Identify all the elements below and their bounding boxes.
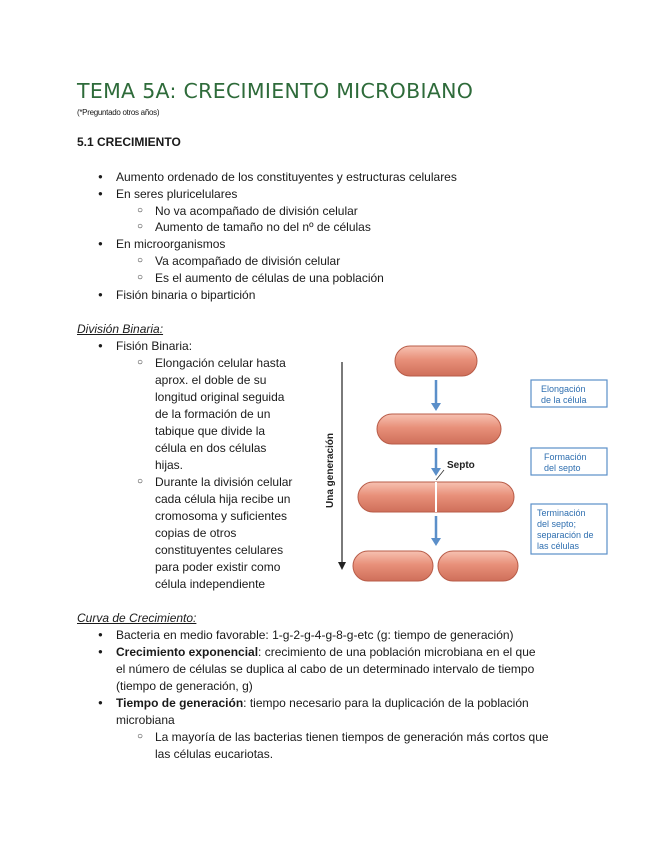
sub-bullet-item: ○ Aumento de tamaño no del nº de células [155, 220, 371, 234]
sub-bullet-line: aprox. el doble de su [155, 373, 267, 387]
bullet-item: ● Aumento ordenado de los constituyentes y estructuras celulares [116, 170, 457, 184]
label-text: del septo; [537, 519, 577, 529]
bacterium-cell [395, 346, 477, 376]
sub-bullet-line: longitud original seguida [155, 390, 285, 404]
sub-bullet-line: para poder existir como [155, 560, 281, 574]
label-text: Terminación [537, 508, 586, 518]
binary-fission-diagram [320, 340, 620, 590]
sub-bullet-item: ○ Es el aumento de células de una población [155, 271, 384, 285]
subtitle-note: (*Preguntado otros años) [77, 108, 160, 117]
sub-bullet-item: ○ Va acompañado de división celular [155, 254, 340, 268]
sub-bullet-item: ○ No va acompañado de división celular [155, 204, 358, 218]
sub-bullet-line: célula independiente [155, 577, 266, 591]
label-text: separación de [537, 530, 594, 540]
label-text: de la célula [541, 395, 587, 405]
generation-axis-arrow [338, 562, 346, 570]
section-heading-crecimiento: 5.1 CRECIMIENTO [77, 135, 181, 149]
sub-bullet-item: ○ La mayoría de las bacterias tienen tiempos de generación más cortos que [155, 730, 549, 744]
bullet-item: ● Fisión Binaria: [116, 339, 192, 353]
definition-text: : crecimiento de una población microbiana en el que [258, 645, 536, 659]
sub-bullet-line: célula en dos células [155, 441, 267, 455]
bullet-item: ● En microorganismos [116, 237, 225, 251]
sub-bullet-line: hijas. [155, 458, 184, 472]
daughter-cell [438, 551, 518, 581]
label-text: las células [537, 541, 580, 551]
bullet-item [116, 696, 529, 710]
bullet-item: ● En seres pluricelulares [116, 187, 237, 201]
sub-bullet-line: ○ Elongación celular hasta [155, 356, 286, 370]
subheading-division-binaria: División Binaria: [77, 322, 164, 336]
bullet-continuation: el número de células se duplica al cabo de un determinado intervalo de tiempo [116, 662, 535, 676]
sub-bullet-continuation: las células eucariotas. [155, 747, 274, 761]
label-text: del septo [544, 463, 581, 473]
sub-bullet-line: copias de otros [155, 526, 237, 540]
bold-term: Crecimiento exponencial [116, 645, 259, 659]
bullet-item: ● Fisión binaria o bipartición [116, 288, 255, 302]
sub-bullet-line: ○ Durante la división celular [155, 475, 292, 489]
step-arrow-head [431, 403, 441, 411]
bullet-continuation: microbiana [116, 713, 175, 727]
definition-text: : tiempo necesario para la duplicación de la población [243, 696, 529, 710]
septum-label: Septo [447, 460, 475, 471]
elongated-cell [377, 414, 501, 444]
sub-bullet-line: tabique que divide la [155, 424, 266, 438]
sub-bullet-line: constituyentes celulares [155, 543, 284, 557]
label-text: Elongación [541, 384, 586, 394]
step-arrow-head [431, 468, 441, 476]
sub-bullet-line: cada célula hija recibe un [155, 492, 291, 506]
axis-label: Una generación [325, 432, 336, 508]
sub-bullet-line: de la formación de un [155, 407, 271, 421]
daughter-cell [353, 551, 433, 581]
step-arrow-head [431, 538, 441, 546]
bold-term: Tiempo de generación [116, 696, 244, 710]
subheading-curva-crecimiento: Curva de Crecimiento: [77, 611, 197, 625]
bullet-continuation: (tiempo de generación, g) [116, 679, 253, 693]
bullet-item [116, 645, 536, 659]
bullet-item: ● Bacteria en medio favorable: 1-g-2-g-4-g-8-g-etc (g: tiempo de generación) [116, 628, 514, 642]
label-text: Formación [544, 452, 587, 462]
sub-bullet-line: cromosoma y suficientes [155, 509, 288, 523]
page-title: TEMA 5A: CRECIMIENTO MICROBIANO [77, 79, 474, 103]
